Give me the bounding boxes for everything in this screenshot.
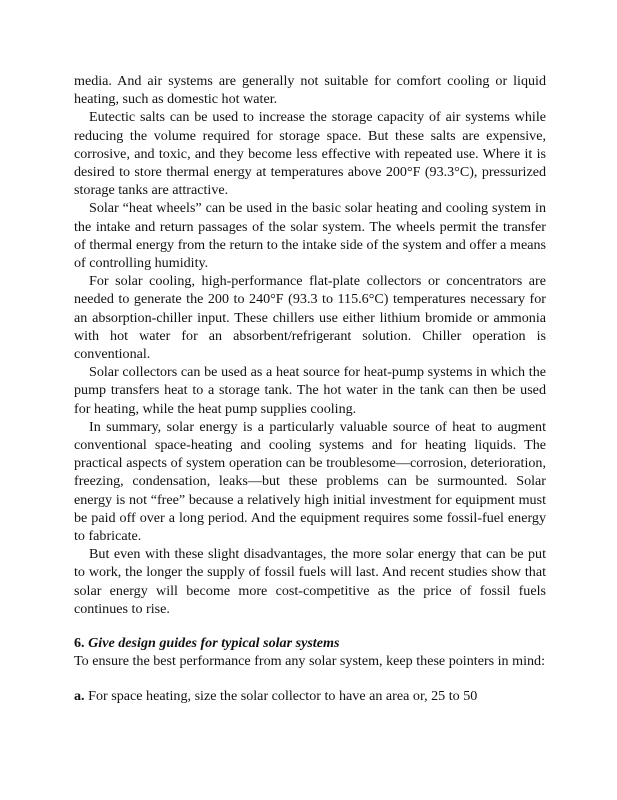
section-title: Give design guides for typical solar systems: [88, 635, 340, 652]
paragraph-solar-cooling: For solar cooling, high-performance flat-plate collectors or concentrators are needed to generate the 200 to 240°F (93.3 to 115.6°C) temperatures necessary for an absorption-chiller input. These chillers use either lithium bromide or ammonia with hot water for an absorbent/refrigerant solution. Chiller operation is conventional.: [74, 273, 546, 363]
document-page: [74, 72, 546, 705]
paragraph-heat-wheels: Solar “heat wheels” can be used in the basic solar heating and cooling system in the intake and return passages of the solar system. The wheels permit the transfer of thermal energy from the return to the intake side of the system and offer a means of controlling humidity.: [74, 200, 546, 272]
paragraph-heat-pump: Solar collectors can be used as a heat source for heat-pump systems in which the pump transfers heat to a storage tank. The hot water in the tank can then be used for heating, while the heat pump supplies cooling.: [74, 364, 546, 417]
list-item-label: a.: [74, 687, 85, 704]
paragraph-disadvantages: But even with these slight disadvantages, the more solar energy that can be put to work, the longer the supply of fossil fuels will last. And recent studies show that solar energy will become more cost-competitive as the price of fossil fuels continues to rise.: [74, 546, 546, 617]
paragraph-summary: In summary, solar energy is a particularly valuable source of heat to augment conventional space-heating and cooling systems and for heating liquids. The practical aspects of system operation can be troublesome—corrosion, deterioration, freezing, condensation, leaks—but these problems can be surmounted. Solar energy is not “free” because a relatively high initial investment for equipment must be paid off over a long period. And the equipment requires some fossil-fuel energy to fabricate.: [74, 418, 546, 545]
section-heading: [74, 634, 546, 652]
section-number: 6.: [74, 635, 85, 652]
paragraph-air-systems: media. And air systems are generally not suitable for comfort cooling or liquid heating, such as domestic hot water.: [74, 73, 546, 108]
paragraph-eutectic-salts: Eutectic salts can be used to increase the storage capacity of air systems while reducing the volume required for storage space. But these salts are expensive, corrosive, and toxic, and they become less effective with repeated use. Where it is desired to store thermal energy at temperatures above 200°F (93.3°C), pressurized storage tanks are attractive.: [74, 109, 546, 199]
list-item-text: For space heating, size the solar collector to have an area or, 25 to 50: [88, 687, 478, 704]
list-item: [74, 687, 546, 705]
section-intro: To ensure the best performance from any solar system, keep these pointers in mind:: [74, 653, 546, 670]
